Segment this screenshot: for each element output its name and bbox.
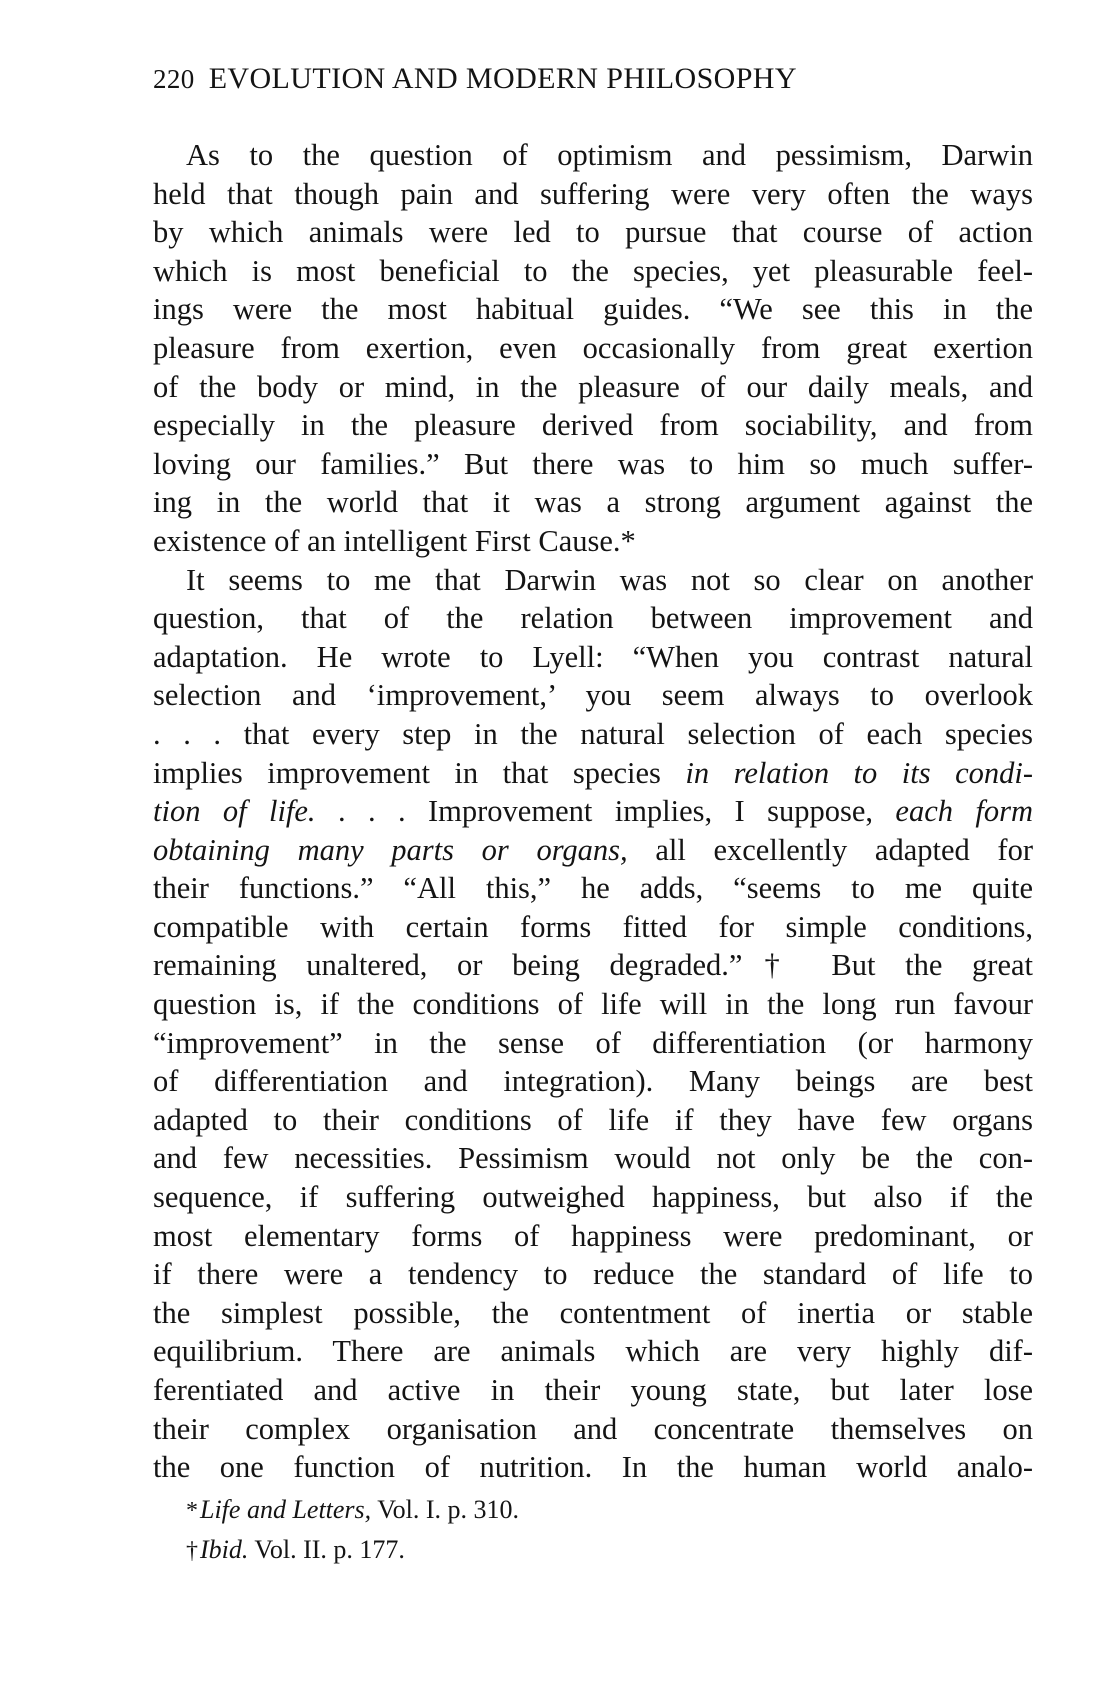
text-line (153, 136, 1033, 175)
text: the simplest possible, the contentment of inertia or stable (153, 1295, 1033, 1330)
text-line (153, 985, 1033, 1024)
text: ing in the world that it was a strong argument against the (153, 485, 1033, 520)
text-line (153, 1062, 1033, 1101)
text: As to the question of optimism and pessimism, Darwin (186, 138, 1033, 172)
text-line (153, 522, 1033, 561)
text-line (153, 213, 1033, 252)
footnote-reference: Vol. II. p. 177. (248, 1535, 405, 1564)
text: by which animals were led to pursue that course of action (153, 215, 1033, 250)
footnote-mark: † (186, 1538, 198, 1564)
text-line (153, 792, 1033, 831)
text: of the body or mind, in the pleasure of our daily meals, and (153, 369, 1033, 404)
running-head (153, 62, 1033, 96)
italic-text: tion of life. (153, 794, 316, 829)
page-number: 220 (153, 64, 195, 94)
footnote-source: Life and Letters, (200, 1495, 372, 1524)
italic-text: obtaining many parts or organs, (153, 832, 628, 867)
text-line (153, 368, 1033, 407)
footnote (186, 1530, 886, 1570)
text: which is most beneficial to the species, yet pleasurable feel- (153, 253, 1033, 288)
text-line (153, 946, 1033, 985)
text-line (153, 483, 1033, 522)
text-line (153, 175, 1033, 214)
text: adaptation. He wrote to Lyell: “When you contrast natural (153, 639, 1033, 674)
running-title: EVOLUTION AND MODERN PHILOSOPHY (208, 62, 797, 95)
footnote (186, 1490, 886, 1530)
text-line (153, 1178, 1033, 1217)
italic-text: each form (895, 794, 1033, 829)
text: selection and ‘improvement,’ you seem always to overlook (153, 678, 1033, 713)
text: held that though pain and suffering were very often the ways (153, 176, 1033, 211)
footnote-reference: Vol. I. p. 310. (371, 1495, 520, 1524)
text-line (153, 1371, 1033, 1410)
text: all excellently adapted for (627, 832, 1033, 867)
text-line (153, 1217, 1033, 1256)
text-line (153, 908, 1033, 947)
text-line (153, 1410, 1033, 1449)
text-line (153, 252, 1033, 291)
text-line (153, 831, 1033, 870)
text-line (153, 1448, 1033, 1487)
text-line (153, 869, 1033, 908)
text: ferentiated and active in their young state, but later lose (153, 1373, 1033, 1407)
text: . . . that every step in the natural selection of each species (153, 716, 1033, 751)
text: compatible with certain forms fitted for simple conditions, (153, 909, 1033, 944)
text: remaining unaltered, or being degraded.”† But the great (153, 948, 1033, 983)
text: sequence, if suffering outweighed happiness, but also if the (153, 1180, 1033, 1215)
text-line (153, 599, 1033, 638)
text: It seems to me that Darwin was not so clear on another (186, 562, 1033, 597)
text: adapted to their conditions of life if they have few organs (153, 1102, 1033, 1137)
text-line (153, 1294, 1033, 1333)
italic-text: in relation to its condi- (685, 755, 1033, 790)
text: and few necessities. Pessimism would not only be the con- (153, 1141, 1033, 1176)
footnotes (186, 1490, 886, 1570)
text: “improvement” in the sense of differentiation (or harmony (153, 1025, 1033, 1060)
text-line (153, 1332, 1033, 1371)
text-line (153, 561, 1033, 600)
text: loving our families.” But there was to him so much suffer- (153, 446, 1033, 481)
text-line (153, 329, 1033, 368)
text: pleasure from exertion, even occasionally from great exertion (153, 330, 1033, 365)
text: of differentiation and integration). Many beings are best (153, 1064, 1033, 1099)
footnote-mark: * (186, 1498, 198, 1524)
text: most elementary forms of happiness were predominant, or (153, 1218, 1033, 1253)
text: ings were the most habitual guides. “We see this in the (153, 292, 1033, 327)
text: . . . Improvement implies, I suppose, (315, 794, 896, 829)
text-line (153, 754, 1033, 793)
text-line (153, 1024, 1033, 1063)
footnote-source: Ibid. (200, 1535, 249, 1564)
text-line (153, 290, 1033, 329)
text: question is, if the conditions of life will in the long run favour (153, 987, 1033, 1022)
text: their functions.” “All this,” he adds, “seems to me quite (153, 871, 1033, 906)
text-line (153, 1101, 1033, 1140)
text: existence of an intelligent First Cause.* (153, 523, 636, 558)
text: implies improvement in that species (153, 755, 686, 790)
text: especially in the pleasure derived from sociability, and from (153, 408, 1033, 443)
text-line (153, 1139, 1033, 1178)
text: equilibrium. There are animals which are very highly dif- (153, 1334, 1033, 1369)
text: their complex organisation and concentrate themselves on (153, 1411, 1033, 1446)
text: question, that of the relation between improvement and (153, 601, 1033, 636)
text: the one function of nutrition. In the human world analo- (153, 1450, 1033, 1485)
text-line (153, 406, 1033, 445)
text-line (153, 676, 1033, 715)
text-line (153, 1255, 1033, 1294)
text: if there were a tendency to reduce the standard of life to (153, 1257, 1033, 1292)
text-line (153, 638, 1033, 677)
body-text (153, 136, 1033, 1487)
text-line (153, 445, 1033, 484)
text-line (153, 715, 1033, 754)
